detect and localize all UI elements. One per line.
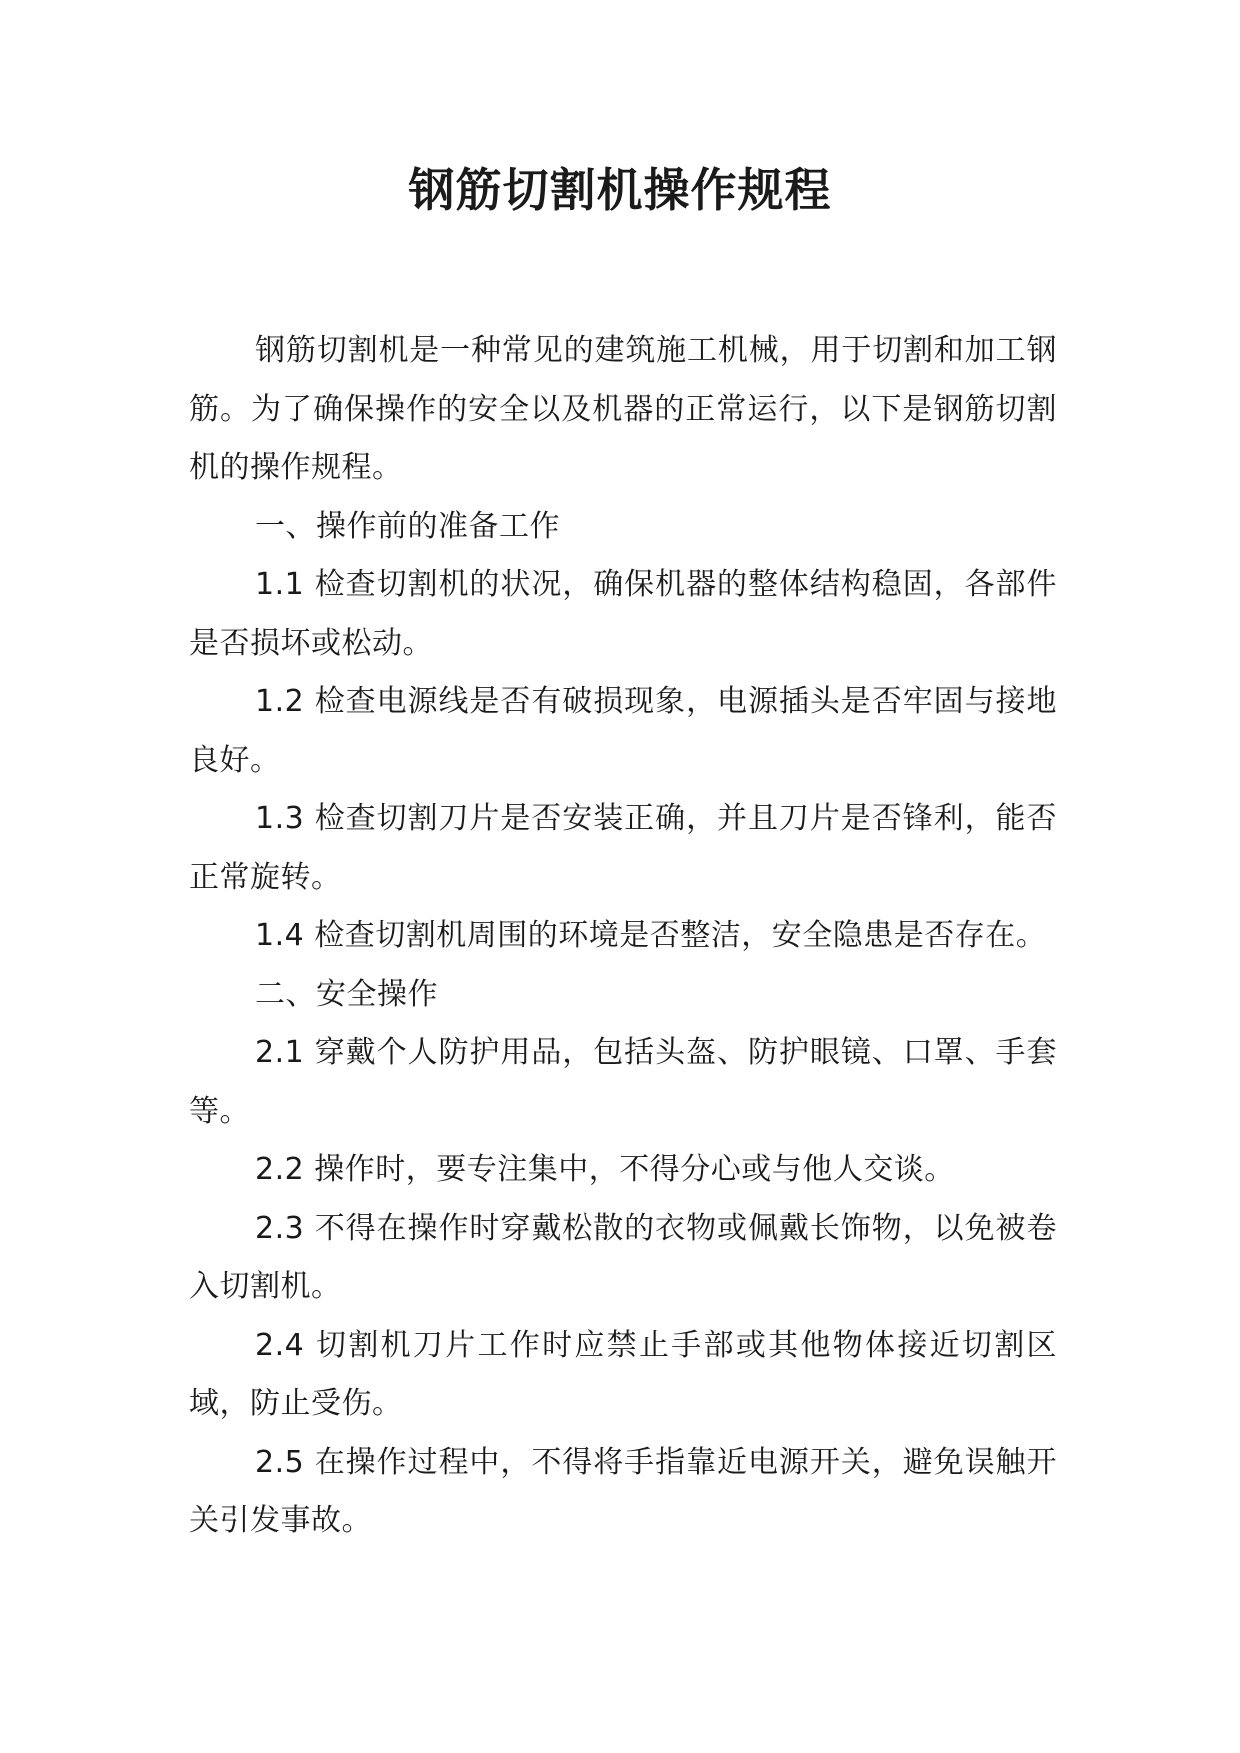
item-1-3: 1.3 检查切割刀片是否安装正确，并且刀片是否锋利，能否正常旋转。 xyxy=(189,801,1057,895)
item-1-4: 1.4 检查切割机周围的环境是否整洁，安全隐患是否存在。 xyxy=(255,918,1047,953)
document-title: 钢筋切割机操作规程 xyxy=(408,163,832,217)
section-heading-safety: 二、安全操作 xyxy=(255,976,438,1012)
item-2-4: 2.4 切割机刀片工作时应禁止手部或其他物体接近切割区域，防止受伤。 xyxy=(189,1327,1057,1421)
item-1-2: 1.2 检查电源线是否有破损现象，电源插头是否牢固与接地良好。 xyxy=(189,684,1057,778)
item-2-2: 2.2 操作时，要专注集中，不得分心或与他人交谈。 xyxy=(255,1152,955,1187)
document-body xyxy=(189,322,1057,1551)
section-heading-preparation: 一、操作前的准备工作 xyxy=(255,508,560,544)
item-2-1: 2.1 穿戴个人防护用品，包括头盔、防护眼镜、口罩、手套等。 xyxy=(189,1035,1057,1129)
item-2-3: 2.3 不得在操作时穿戴松散的衣物或佩戴长饰物，以免被卷入切割机。 xyxy=(189,1210,1057,1304)
item-2-5: 2.5 在操作过程中，不得将手指靠近电源开关，避免误触开关引发事故。 xyxy=(189,1444,1057,1538)
item-1-1: 1.1 检查切割机的状况，确保机器的整体结构稳固，各部件是否损坏或松动。 xyxy=(189,567,1057,661)
intro-paragraph: 钢筋切割机是一种常见的建筑施工机械，用于切割和加工钢筋。为了确保操作的安全以及机器的正常运行，以下是钢筋切割机的操作规程。 xyxy=(189,333,1057,485)
